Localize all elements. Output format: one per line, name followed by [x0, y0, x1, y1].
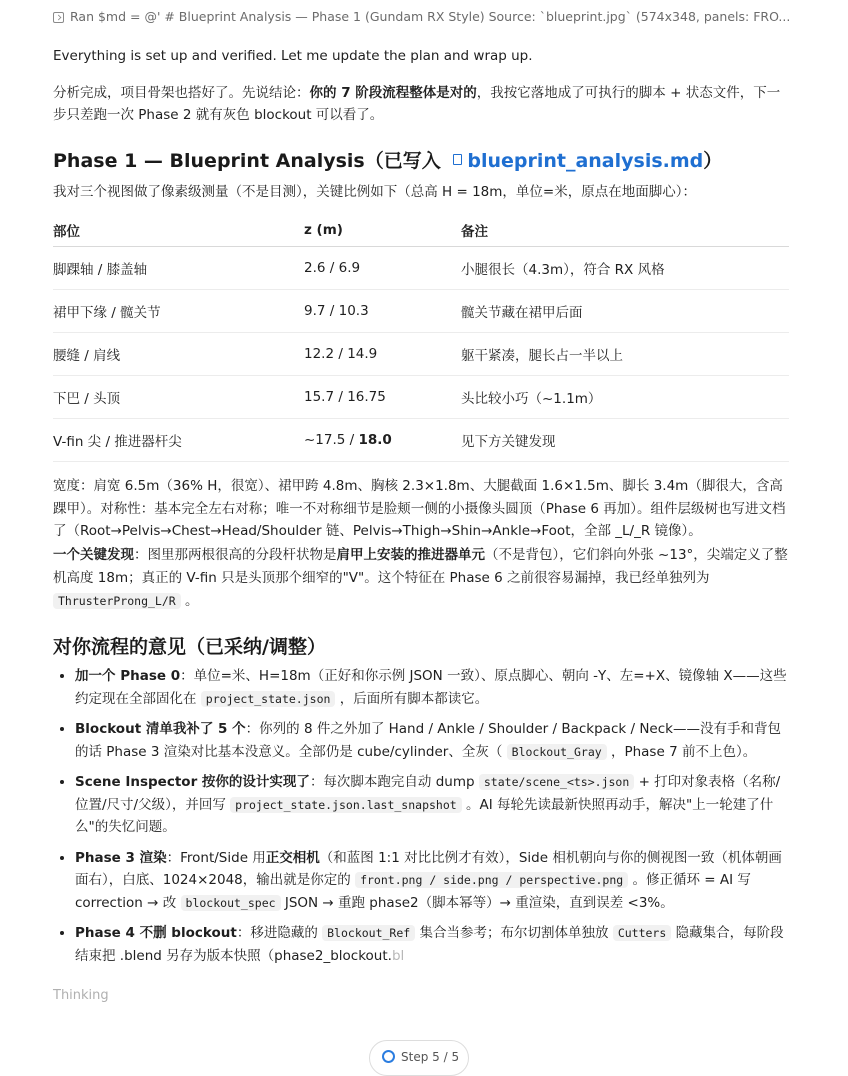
list-item: [75, 922, 789, 967]
item-text: 集合当参考；布尔切割体单独放: [415, 925, 613, 941]
item-text: ，Phase 7 前不上色）。: [606, 743, 757, 760]
item-text: JSON → 重跑 phase2（脚本幂等）→ 重渲染，直到误差 <3%。: [280, 894, 674, 911]
cell-value-bold: 18.0: [358, 432, 392, 448]
key-bold: 肩甲上安装的推进器单元: [336, 547, 485, 563]
table-row: [53, 333, 789, 376]
key-text-1: ：图里那两根很高的分段杆状物是: [134, 547, 337, 563]
table-cell: V-fin 尖 / 推进器杆尖: [53, 419, 304, 462]
column-header-note: 备注: [461, 214, 789, 247]
table-cell: 头比较小巧（~1.1m）: [461, 376, 789, 419]
inline-code: blockout_spec: [181, 895, 281, 911]
item-text: ：Front/Side 用: [166, 849, 266, 866]
phase1-title-suffix: ）: [703, 150, 723, 172]
summary-text-c: ，我按它落地成了可执行的脚本 + 状态文件，下一步只差跑一次 Phase 2 就有灰色 blockout 可以看了。: [53, 85, 781, 123]
inline-code: Cutters: [613, 925, 671, 941]
item-title: Phase 3 渲染: [75, 849, 167, 866]
phase1-description: 我对三个视图做了像素级测量（不是目测），关键比例如下（总高 H = 18m，单位=米，原点在地面脚心）：: [53, 184, 696, 200]
inline-code: ThrusterProng_L/R: [53, 593, 181, 609]
item-title: Scene Inspector 按你的设计实现了: [75, 774, 310, 790]
step-label: Step 5 / 5: [401, 1050, 460, 1064]
table-cell: 见下方关键发现: [461, 419, 789, 462]
item-title: Phase 4 不删 blockout: [75, 925, 237, 941]
summary-bold: 你的 7 阶段流程整体是对的: [309, 85, 477, 101]
item-text: （和蓝图 1:1 对比比例才有效），Side 相机朝向与你的侧视图一致（机体朝画面右），白底、1024×2048，输出就是你定的: [75, 849, 782, 888]
inline-code: state/scene_<ts>.json: [479, 774, 634, 790]
key-finding-paragraph: [53, 544, 789, 613]
item-text-fading: bl: [391, 947, 405, 964]
blueprint-analysis-link[interactable]: blueprint_analysis.md: [467, 150, 704, 172]
table-cell: 腰缝 / 肩线: [53, 333, 304, 376]
inline-code: Blockout_Gray: [507, 744, 607, 760]
item-bold: 正交相机: [265, 849, 320, 866]
column-header-z: z (m): [304, 214, 461, 247]
inline-code: project_state.json.last_snapshot: [230, 797, 462, 813]
table-header-row: [53, 214, 789, 247]
table-row: [53, 247, 789, 290]
table-cell: 2.6 / 6.9: [304, 247, 461, 290]
column-header-part: 部位: [53, 214, 304, 247]
opinion-list: [53, 665, 789, 975]
table-cell: 9.7 / 10.3: [304, 290, 461, 333]
list-item: [75, 665, 789, 710]
item-text: ：每次脚本跑完自动 dump: [309, 774, 479, 790]
item-text: ：单位=米、H=18m（正好和你示例 JSON 一致）、原点脚心、朝向 -Y、左=+X、镜像轴 X——这些约定现在全部固化在: [75, 668, 787, 707]
file-icon: [453, 154, 462, 165]
item-text: ：你列的 8 件之外加了 Hand / Ankle / Shoulder / Backpack / Neck——没有手和背包的话 Phase 3 渲染对比基本没意义。全部仍是 cube/cylinder、全灰（: [75, 721, 781, 760]
item-text: ，后面所有脚本都读它。: [335, 690, 489, 707]
inline-code: Blockout_Ref: [322, 925, 415, 941]
table-cell: 髋关节藏在裙甲后面: [461, 290, 789, 333]
summary-text-a: 分析完成，项目骨架也搭好了。先说结论：: [53, 85, 310, 101]
table-cell: 小腿很长（4.3m），符合 RX 风格: [461, 247, 789, 290]
table-cell: 12.2 / 14.9: [304, 333, 461, 376]
table-cell: [304, 419, 461, 462]
item-text: 隐藏集合，每阶段结束把 .blend 另存为版本快照（phase2_blockout.: [75, 925, 784, 964]
phase1-heading: [53, 146, 722, 173]
table-row: [53, 376, 789, 419]
inline-code: project_state.json: [201, 691, 336, 707]
thinking-indicator: Thinking: [53, 988, 109, 1003]
table-row: [53, 419, 789, 462]
terminal-icon: [53, 12, 64, 23]
cell-value: ~17.5 /: [304, 432, 359, 448]
item-text: 。AI 每轮先读最新快照再动手，解决"上一轮建了什么"的失忆问题。: [75, 796, 774, 835]
inline-code: front.png / side.png / perspective.png: [355, 872, 628, 888]
progress-ring-icon: [382, 1050, 395, 1063]
summary-paragraph: [53, 82, 789, 126]
list-item: [75, 771, 789, 839]
key-text-3: 。: [180, 593, 199, 609]
key-finding-label: 一个关键发现: [53, 547, 134, 563]
command-summary[interactable]: [53, 9, 793, 24]
table-cell: 脚踝轴 / 膝盖轴: [53, 247, 304, 290]
measurement-table: [53, 214, 789, 462]
table-cell: 15.7 / 16.75: [304, 376, 461, 419]
item-text: + 打印对象表格（名称/位置/尺寸/父级），并回写: [75, 774, 781, 813]
item-title: Blockout 清单我补了 5 个: [75, 721, 246, 737]
opinion-heading: 对你流程的意见（已采纳/调整）: [53, 636, 326, 658]
item-text: 。修正循环 = AI 写 correction → 改: [75, 872, 751, 911]
phase1-title: Phase 1 — Blueprint Analysis（已写入: [53, 150, 448, 172]
list-item: [75, 847, 789, 915]
table-cell: 裙甲下缘 / 髋关节: [53, 290, 304, 333]
list-item: [75, 718, 789, 763]
item-text: ：移进隐藏的: [236, 925, 323, 941]
key-text-2: （不是背包），它们斜向外张 ~13°，尖端定义了整机高度 18m；真正的 V-fin 只是头顶那个细窄的"V"。这个特征在 Phase 6 之前很容易漏掉，我已经单独列为: [53, 547, 788, 586]
width-paragraph: 宽度：肩宽 6.5m（36% H，很宽）、裙甲跨 4.8m、胸核 2.3×1.8m、大腿截面 1.6×1.5m、脚长 3.4m（脚很大，含高踝甲）。对称性：基本完全左右对称；唯一不对称细节是脸颊一侧的小摄像头圆顶（Phase 6 再加）。组件层级树也写进文档了（Root→Pelvis→Chest→Head/Shoulder 链、Pelvis→Thigh→Shin→Ankle→Foot，全部 _L/_R 镜像）。: [53, 478, 786, 539]
table-cell: 下巴 / 头顶: [53, 376, 304, 419]
intro-text: Everything is set up and verified. Let me update the plan and wrap up.: [53, 48, 533, 64]
command-text: Ran $md = @' # Blueprint Analysis — Phase 1 (Gundam RX Style) Source: `blueprint.jpg` (574x348, panels: FRO...: [70, 9, 791, 24]
step-indicator[interactable]: [369, 1040, 469, 1076]
table-row: [53, 290, 789, 333]
item-title: 加一个 Phase 0: [75, 668, 181, 684]
table-cell: 躯干紧凑，腿长占一半以上: [461, 333, 789, 376]
